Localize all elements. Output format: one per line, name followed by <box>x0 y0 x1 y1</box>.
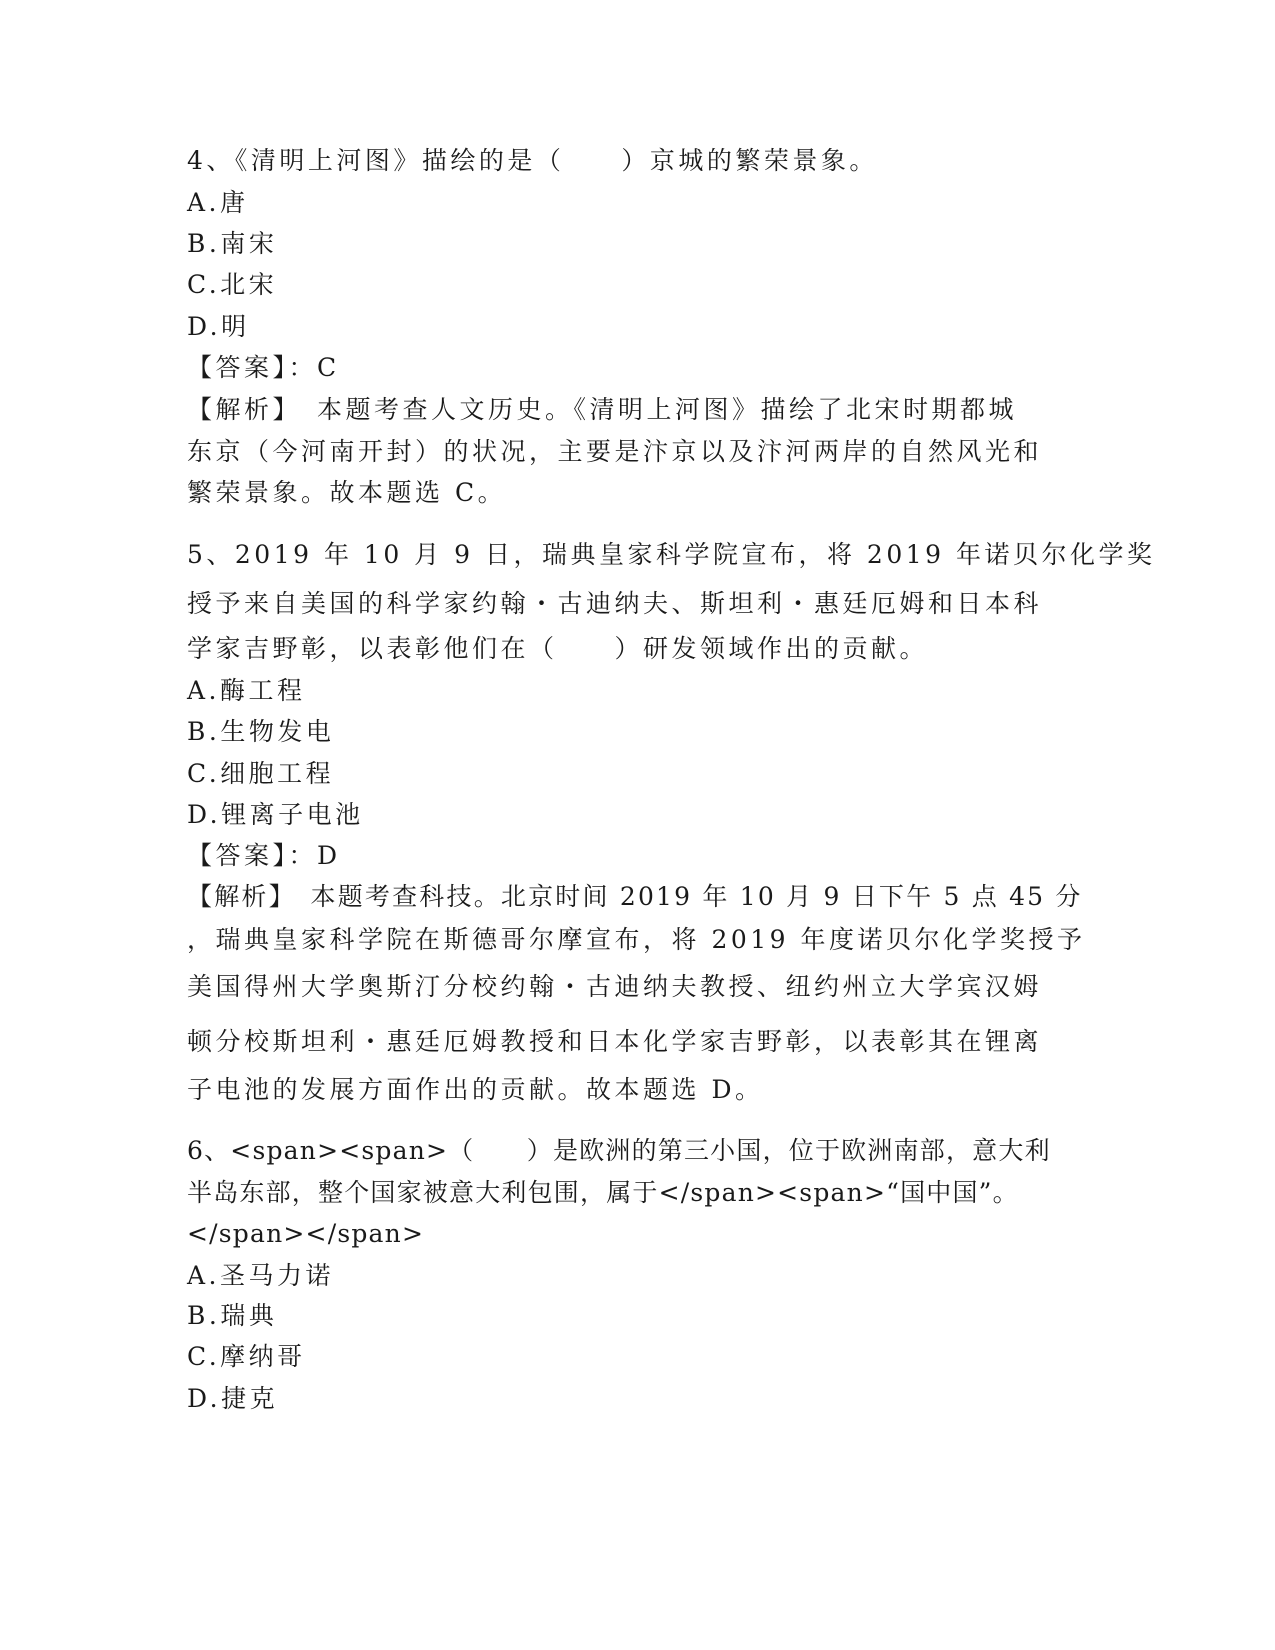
question-4-option-b: B.南宋 <box>187 229 278 258</box>
question-6-stem-line: 半岛东部，整个国家被意大利包围，属于</span><span>“国中国”。 <box>187 1178 1019 1207</box>
question-5-option-d: D.锂离子电池 <box>187 800 364 829</box>
question-5-stem-line: 授予来自美国的科学家约翰・古迪纳夫、斯坦利・惠廷厄姆和日本科 <box>187 589 1043 618</box>
question-6-stem-line: 6、<span><span>（ ）是欧洲的第三小国，位于欧洲南部，意大利 <box>187 1136 1051 1165</box>
question-6-option-a: A.圣马力诺 <box>187 1261 335 1290</box>
question-4-stem: 4、《清明上河图》描绘的是（ ）京城的繁荣景象。 <box>187 146 878 175</box>
question-5-analysis-line: 子电池的发展方面作出的贡献。故本题选 D。 <box>187 1075 764 1104</box>
question-4-option-d: D.明 <box>187 312 250 341</box>
question-4-option-a: A.唐 <box>187 188 249 217</box>
question-4-analysis-line: 繁荣景象。故本题选 C。 <box>187 478 507 507</box>
question-5-stem-line: 学家吉野彰，以表彰他们在（ ）研发领域作出的贡献。 <box>187 634 929 663</box>
question-5-analysis-line: 美国得州大学奥斯汀分校约翰・古迪纳夫教授、纽约州立大学宾汉姆 <box>187 972 1043 1001</box>
question-5-answer: 【答案】：D <box>187 841 341 870</box>
question-4-analysis-line: 东京（今河南开封）的状况，主要是汴京以及汴河两岸的自然风光和 <box>187 437 1043 466</box>
question-5-analysis-line: 【解析】 本题考查科技。北京时间 2019 年 10 月 9 日下午 5 点 45 分 <box>187 882 1083 911</box>
question-5-analysis-line: 顿分校斯坦利・惠廷厄姆教授和日本化学家吉野彰，以表彰其在锂离 <box>187 1027 1043 1056</box>
question-5-stem-line: 5、2019 年 10 月 9 日，瑞典皇家科学院宣布，将 2019 年诺贝尔化学奖 <box>187 540 1156 569</box>
question-4-answer: 【答案】：C <box>187 353 340 382</box>
question-4-analysis-line: 【解析】 本题考查人文历史。《清明上河图》描绘了北宋时期都城 <box>187 395 1018 424</box>
question-4-option-c: C.北宋 <box>187 270 278 299</box>
question-5-option-c: C.细胞工程 <box>187 759 335 788</box>
question-6-option-d: D.捷克 <box>187 1384 279 1413</box>
question-6-option-b: B.瑞典 <box>187 1301 278 1330</box>
question-6-stem-line: </span></span> <box>187 1219 425 1248</box>
question-5-option-b: B.生物发电 <box>187 717 335 746</box>
question-6-option-c: C.摩纳哥 <box>187 1342 306 1371</box>
question-5-analysis-line: ，瑞典皇家科学院在斯德哥尔摩宣布，将 2019 年度诺贝尔化学奖授予 <box>187 925 1086 954</box>
question-5-option-a: A.酶工程 <box>187 676 306 705</box>
